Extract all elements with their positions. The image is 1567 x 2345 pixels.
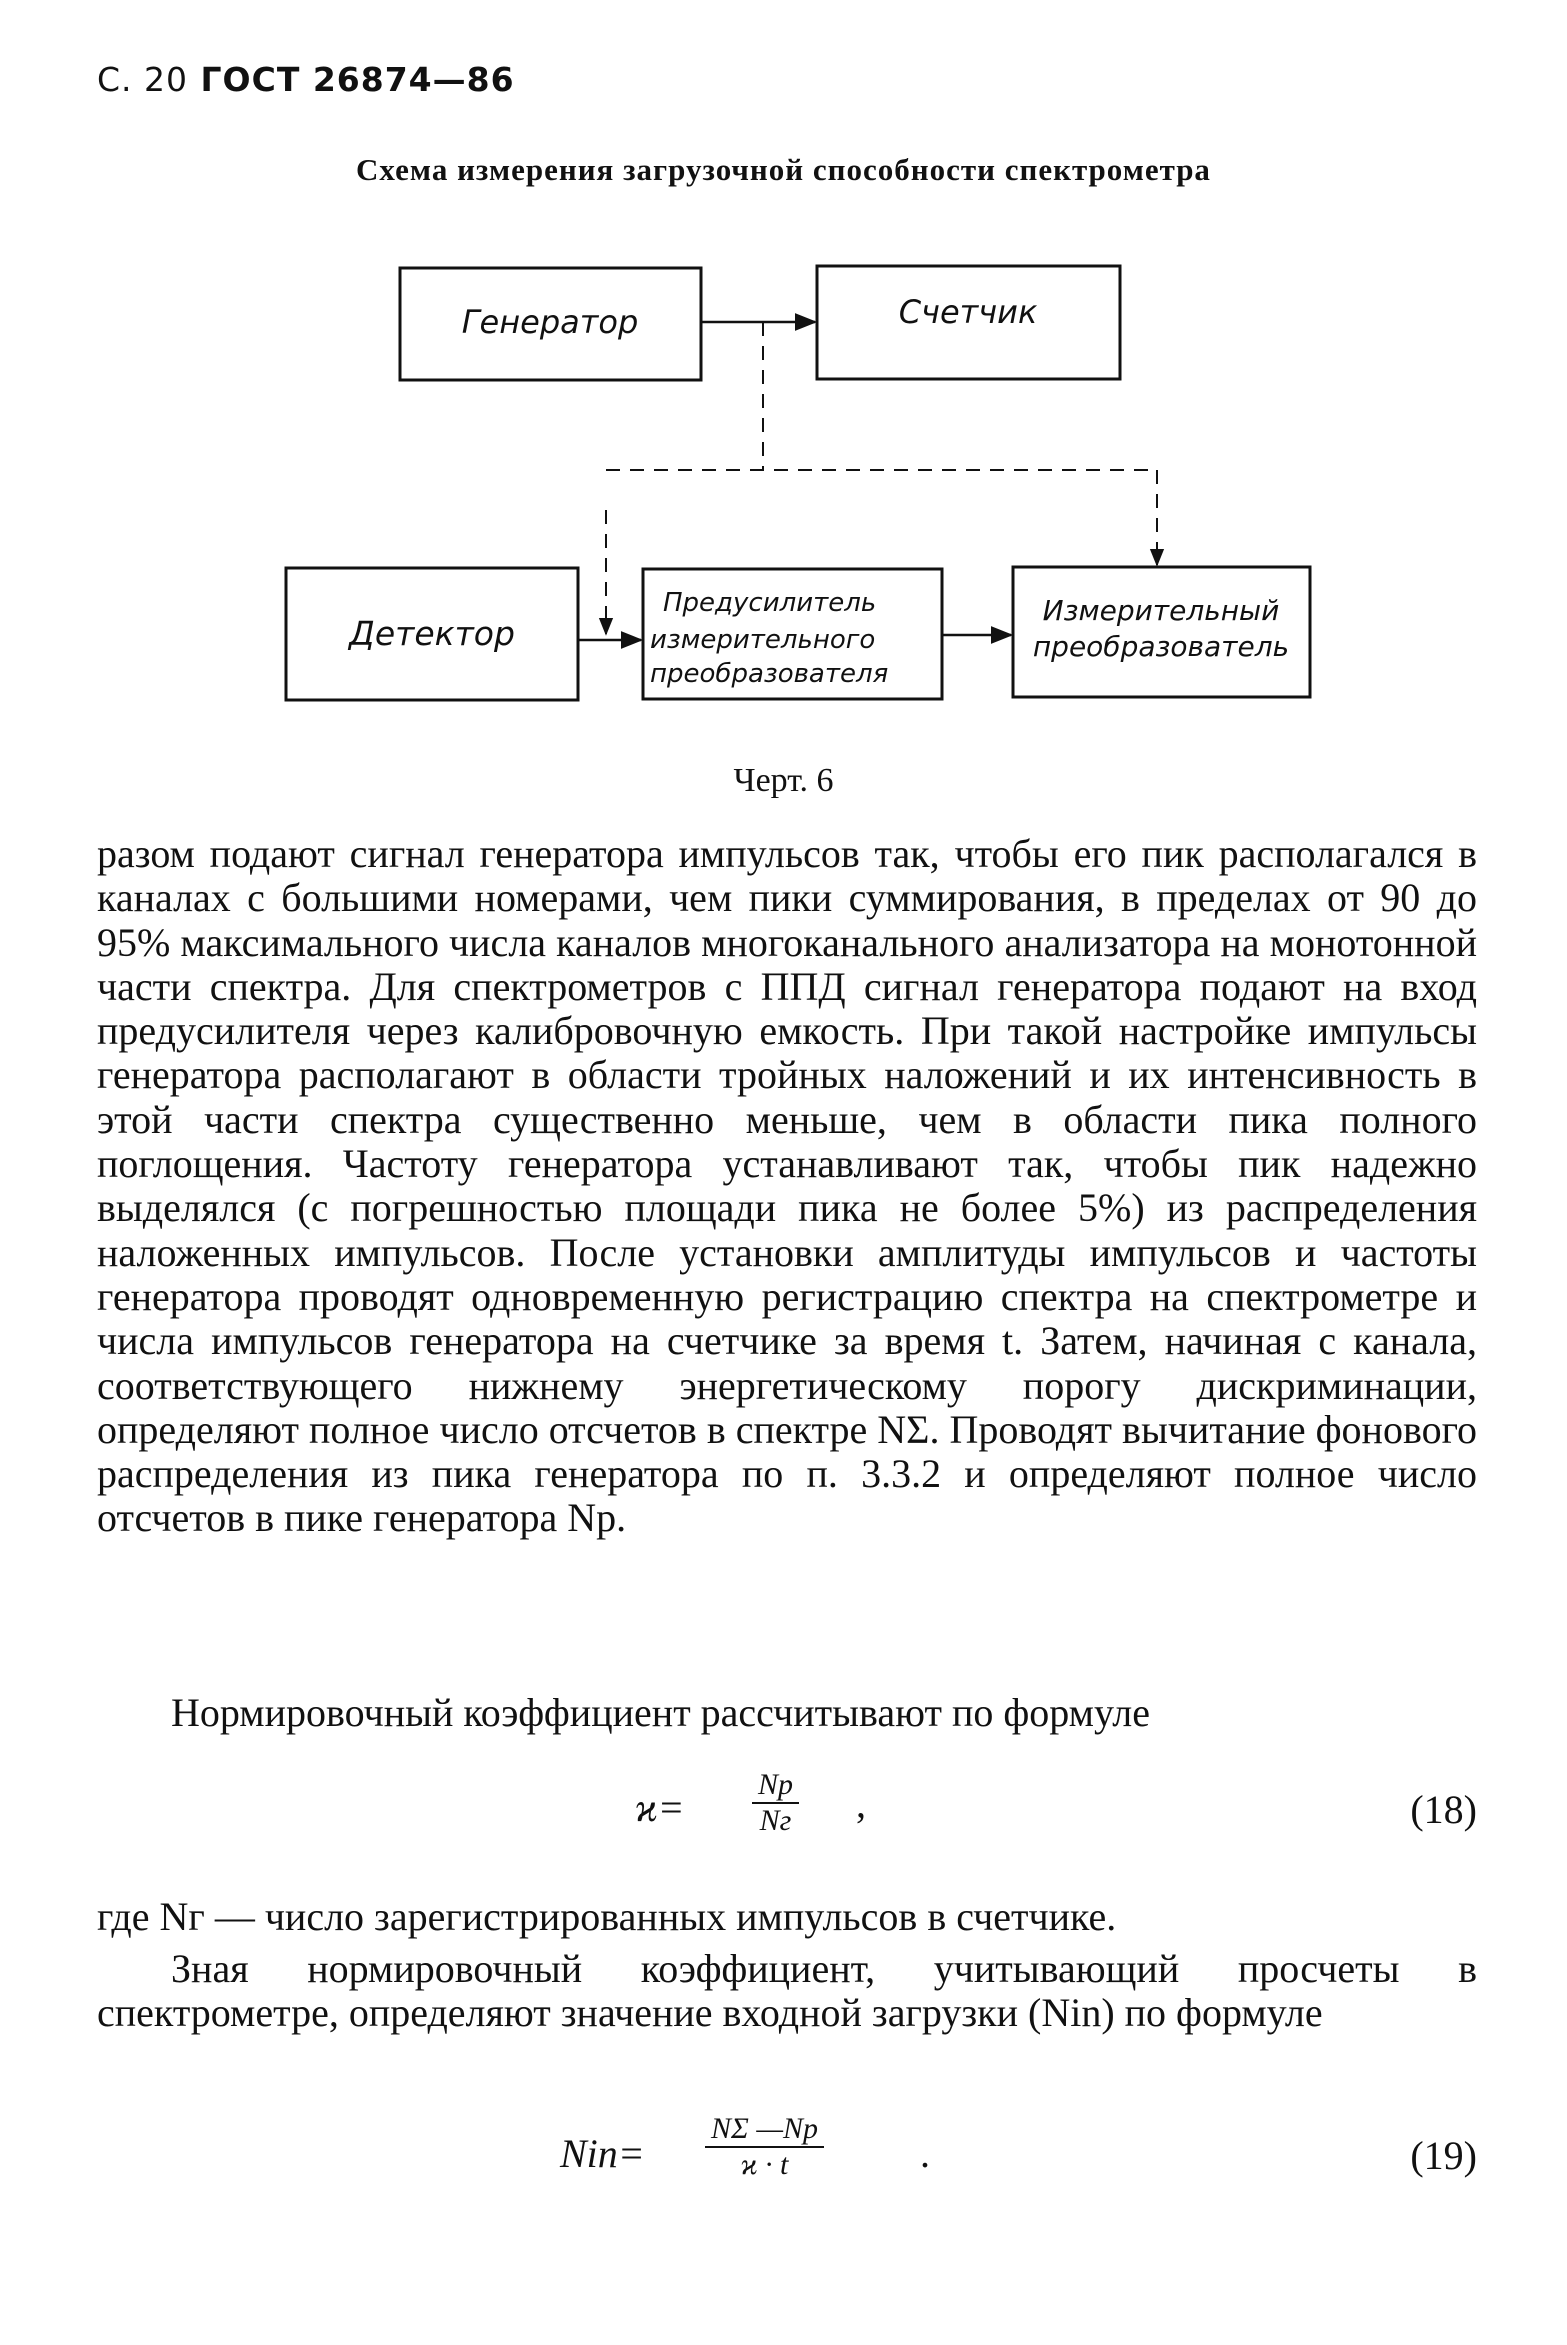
diagram-title: Схема измерения загрузочной способности спектрометра <box>356 152 1211 187</box>
formula-18-fraction <box>752 1768 799 1838</box>
formula-19-fraction <box>705 2112 824 2182</box>
preamplifier-label-line2: измерительного <box>650 625 876 655</box>
preamplifier-label-line1: Предусилитель <box>663 588 877 618</box>
formula-18 <box>0 1760 1567 1870</box>
formula-19-numerator: NΣ —Nр <box>705 2112 824 2148</box>
formula-18-number: (18) <box>1410 1787 1477 1832</box>
figure-caption: Черт. 6 <box>733 762 834 799</box>
formula-18-lhs: ϰ= <box>635 1785 685 1830</box>
formula-19-number: (19) <box>1410 2133 1477 2178</box>
counter-label: Счетчик <box>898 293 1038 331</box>
paragraph-input-load: Зная нормировочный коэффициент, учитывающий просчеты в спектрометре, определяют значение входной загрузки (Nin) по формуле <box>97 1946 1477 2036</box>
standard-number: ГОСТ 26874—86 <box>200 60 515 99</box>
formula-19-denominator: ϰ · t <box>740 2148 789 2181</box>
formula-19-punct: . <box>920 2131 930 2176</box>
formula-18-denominator: Nг <box>759 1804 792 1837</box>
measuring-converter-label-line1: Измерительный <box>1042 594 1280 627</box>
formula-19 <box>0 2100 1567 2210</box>
block-diagram <box>0 0 1567 760</box>
formula-19-lhs: Nin= <box>560 2131 645 2176</box>
detector-label: Детектор <box>349 614 515 653</box>
preamplifier-label-line3: преобразователя <box>650 659 889 689</box>
formula-18-numerator: Nр <box>752 1768 799 1804</box>
paragraph-where: где Nг — число зарегистрированных импульсов в счетчике. <box>97 1894 1117 1939</box>
generator-label: Генератор <box>461 303 639 341</box>
formula-18-punct: , <box>856 1781 866 1826</box>
dashed-signal-lines <box>606 322 1157 632</box>
paragraph-formula-intro: Нормировочный коэффициент рассчитывают по формуле <box>171 1690 1150 1735</box>
paragraph-main: разом подают сигнал генератора импульсов так, чтобы его пик располагался в каналах с большими номерами, чем пики суммирования, в пределах от 90 до 95% максимального числа каналов многоканального анализатора на монотонной части спектра. Для спектрометров с ППД сигнал генератора подают на вход предусилителя через калибровочную емкость. При такой настройке импульсы генератора располагают в области тройных наложений и их интенсивность в этой части спектра существенно меньше, чем в области пика полного поглощения. Частоту генератора устанавливают так, чтобы пик надежно выделялся (с погрешностью площади пика не более 5%) из распределения наложенных импульсов. После установки амплитуды импульсов и частоты генератора проводят одновременную регистрацию спектра на спектрометре и числа импульсов генератора на счетчике за время t. Затем, начиная с канала, соответствующего нижнему энергетическому порогу дискриминации, определяют полное число отсчетов в спектре NΣ. Проводят вычитание фонового распределения из пика генератора по п. 3.3.2 и определяют полное число отсчетов в пике генератора Nр. <box>97 831 1477 1541</box>
measuring-converter-label-line2: преобразователь <box>1032 630 1290 663</box>
page-number: С. 20 <box>97 60 189 99</box>
